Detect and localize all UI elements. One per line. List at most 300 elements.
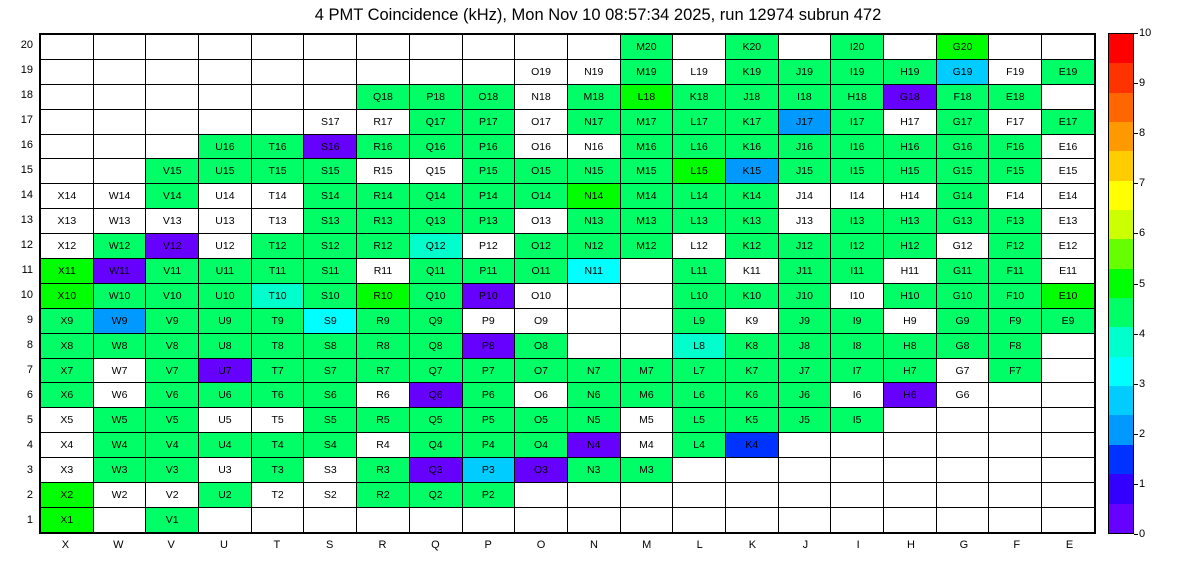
heatmap-cell: L12 — [673, 234, 726, 259]
heatmap-cell: O4 — [515, 433, 568, 458]
heatmap-cell: E19 — [1042, 59, 1095, 84]
y-axis-tick-label: 13 — [20, 213, 33, 226]
heatmap-cell — [989, 408, 1042, 433]
heatmap-cell — [673, 35, 726, 60]
heatmap-cell — [620, 333, 673, 358]
heatmap-cell — [989, 483, 1042, 508]
y-axis-tick-label: 6 — [26, 389, 33, 402]
heatmap-cell — [884, 458, 937, 483]
heatmap-cell: G16 — [936, 134, 989, 159]
colorbar — [1108, 33, 1134, 534]
heatmap-cell — [1042, 333, 1095, 358]
heatmap-cell — [989, 383, 1042, 408]
heatmap-cell: P11 — [462, 259, 515, 284]
heatmap-cell — [251, 84, 304, 109]
y-axis-tick-label: 8 — [26, 339, 33, 352]
heatmap-cell: R17 — [357, 109, 410, 134]
heatmap-cell: T15 — [251, 159, 304, 184]
heatmap-cell: F10 — [989, 283, 1042, 308]
heatmap-cell: S13 — [304, 209, 357, 234]
heatmap-cell: R12 — [357, 234, 410, 259]
heatmap-cell — [304, 84, 357, 109]
heatmap-cell: S3 — [304, 458, 357, 483]
colorbar-tick-mark — [1134, 133, 1138, 134]
heatmap-cell — [778, 35, 831, 60]
x-axis-tick-label: I — [856, 539, 860, 551]
colorbar-segment — [1109, 327, 1133, 356]
colorbar-segment — [1109, 386, 1133, 415]
heatmap-cell: K13 — [725, 209, 778, 234]
heatmap-row — [41, 308, 1095, 333]
heatmap-cell: E17 — [1042, 109, 1095, 134]
heatmap-cell — [146, 84, 199, 109]
heatmap-cell: O5 — [515, 408, 568, 433]
heatmap-cell: M12 — [620, 234, 673, 259]
heatmap-cell — [41, 84, 94, 109]
heatmap-cell: V1 — [146, 507, 199, 532]
heatmap-cell: Q12 — [409, 234, 462, 259]
heatmap-cell: I8 — [831, 333, 884, 358]
heatmap-cell — [567, 333, 620, 358]
heatmap-cell: U8 — [199, 333, 252, 358]
colorbar-tick-mark — [1134, 233, 1138, 234]
heatmap-cell: G8 — [936, 333, 989, 358]
heatmap-cell: V2 — [146, 483, 199, 508]
heatmap-cell: R14 — [357, 184, 410, 209]
colorbar-segment — [1109, 445, 1133, 474]
heatmap-cell: L7 — [673, 358, 726, 383]
heatmap-cell — [620, 483, 673, 508]
heatmap-cell: Q11 — [409, 259, 462, 284]
heatmap-row — [41, 259, 1095, 284]
heatmap-cell: W8 — [93, 333, 146, 358]
heatmap-row — [41, 184, 1095, 209]
heatmap-cell: P4 — [462, 433, 515, 458]
colorbar-segment — [1109, 239, 1133, 268]
y-axis-tick-label: 17 — [20, 113, 33, 126]
heatmap-cell: U10 — [199, 283, 252, 308]
heatmap-cell: E13 — [1042, 209, 1095, 234]
heatmap-cell: K8 — [725, 333, 778, 358]
heatmap-cell: N7 — [567, 358, 620, 383]
heatmap-cell — [1042, 458, 1095, 483]
heatmap-cell: W3 — [93, 458, 146, 483]
heatmap-cell: X9 — [41, 308, 94, 333]
heatmap-cell: N3 — [567, 458, 620, 483]
heatmap-cell: J12 — [778, 234, 831, 259]
heatmap-cell: V8 — [146, 333, 199, 358]
heatmap-cell: G6 — [936, 383, 989, 408]
colorbar-tick-label: 2 — [1139, 427, 1146, 440]
heatmap-cell — [93, 134, 146, 159]
heatmap-cell — [884, 483, 937, 508]
heatmap-cell: I20 — [831, 35, 884, 60]
heatmap-cell: L11 — [673, 259, 726, 284]
heatmap-cell: T5 — [251, 408, 304, 433]
heatmap-cell — [462, 59, 515, 84]
heatmap-row — [41, 134, 1095, 159]
heatmap-cell: H17 — [884, 109, 937, 134]
heatmap-cell — [41, 134, 94, 159]
heatmap-row — [41, 358, 1095, 383]
heatmap-row — [41, 59, 1095, 84]
heatmap-cell — [673, 507, 726, 532]
heatmap-cell — [725, 483, 778, 508]
heatmap-cell: V10 — [146, 283, 199, 308]
heatmap-cell: J7 — [778, 358, 831, 383]
x-axis-tick-label: X — [61, 539, 70, 551]
heatmap-cell: K18 — [673, 84, 726, 109]
colorbar-tick-mark — [1134, 33, 1138, 34]
heatmap-cell — [357, 507, 410, 532]
x-axis-tick-label: M — [642, 539, 652, 551]
heatmap-cell — [884, 507, 937, 532]
heatmap-cell: O15 — [515, 159, 568, 184]
colorbar-tick-mark — [1134, 83, 1138, 84]
heatmap-cell — [620, 283, 673, 308]
heatmap-cell: P5 — [462, 408, 515, 433]
heatmap-cell: E11 — [1042, 259, 1095, 284]
heatmap-cell: V14 — [146, 184, 199, 209]
heatmap-cell: W9 — [93, 308, 146, 333]
heatmap-cell: M13 — [620, 209, 673, 234]
colorbar-tick-label: 7 — [1139, 177, 1146, 190]
heatmap-cell: G14 — [936, 184, 989, 209]
x-axis-tick-label: V — [167, 539, 175, 551]
heatmap-cell: O18 — [462, 84, 515, 109]
heatmap-cell: R15 — [357, 159, 410, 184]
heatmap-cell: K12 — [725, 234, 778, 259]
x-axis-tick-label: L — [696, 539, 703, 551]
heatmap-cell: L19 — [673, 59, 726, 84]
heatmap-cell — [1042, 358, 1095, 383]
heatmap-cell — [93, 159, 146, 184]
heatmap-cell: X3 — [41, 458, 94, 483]
heatmap-cell: X7 — [41, 358, 94, 383]
heatmap-cell: P9 — [462, 308, 515, 333]
heatmap-cell: Q5 — [409, 408, 462, 433]
heatmap-cell — [936, 507, 989, 532]
heatmap-cell: Q3 — [409, 458, 462, 483]
heatmap-cell: M16 — [620, 134, 673, 159]
colorbar-segment — [1109, 474, 1133, 503]
heatmap-cell — [831, 433, 884, 458]
heatmap-cell: F18 — [936, 84, 989, 109]
heatmap-cell — [567, 507, 620, 532]
heatmap-cell: K15 — [725, 159, 778, 184]
heatmap-plot — [39, 33, 1096, 534]
heatmap-cell: S10 — [304, 283, 357, 308]
y-axis-tick-label: 5 — [26, 414, 33, 427]
heatmap-cell: E10 — [1042, 283, 1095, 308]
heatmap-cell: G13 — [936, 209, 989, 234]
heatmap-cell: P16 — [462, 134, 515, 159]
heatmap-cell: P14 — [462, 184, 515, 209]
heatmap-cell: I7 — [831, 358, 884, 383]
x-axis-tick-label: H — [907, 539, 915, 551]
colorbar-tick-label: 1 — [1139, 477, 1146, 490]
heatmap-cell: J6 — [778, 383, 831, 408]
heatmap-cell: L6 — [673, 383, 726, 408]
heatmap-cell: H7 — [884, 358, 937, 383]
heatmap-cell: M14 — [620, 184, 673, 209]
heatmap-cell: Q17 — [409, 109, 462, 134]
heatmap-cell: T16 — [251, 134, 304, 159]
heatmap-cell: T4 — [251, 433, 304, 458]
heatmap-cell — [41, 59, 94, 84]
heatmap-cell: E12 — [1042, 234, 1095, 259]
heatmap-cell — [462, 507, 515, 532]
y-axis-tick-label: 9 — [26, 314, 33, 327]
heatmap-cell: L10 — [673, 283, 726, 308]
heatmap-cell: F15 — [989, 159, 1042, 184]
heatmap-row — [41, 383, 1095, 408]
heatmap-cell: X10 — [41, 283, 94, 308]
heatmap-cell: I10 — [831, 283, 884, 308]
heatmap-cell: E14 — [1042, 184, 1095, 209]
y-axis-tick-label: 3 — [26, 464, 33, 477]
heatmap-cell: J8 — [778, 333, 831, 358]
heatmap-cell: W2 — [93, 483, 146, 508]
heatmap-cell: X1 — [41, 507, 94, 532]
heatmap-cell: T8 — [251, 333, 304, 358]
heatmap-cell — [199, 35, 252, 60]
heatmap-cell: X11 — [41, 259, 94, 284]
heatmap-cell: P2 — [462, 483, 515, 508]
heatmap-cell: I19 — [831, 59, 884, 84]
x-axis-tick-label: P — [484, 539, 492, 551]
heatmap-cell: O14 — [515, 184, 568, 209]
x-axis-tick-label: K — [748, 539, 757, 551]
heatmap-cell: W11 — [93, 259, 146, 284]
y-axis-tick-label: 1 — [26, 514, 33, 527]
heatmap-cell: F13 — [989, 209, 1042, 234]
heatmap-cell: T6 — [251, 383, 304, 408]
heatmap-cell: N11 — [567, 259, 620, 284]
heatmap-cell: P13 — [462, 209, 515, 234]
heatmap-cell — [462, 35, 515, 60]
heatmap-cell: X4 — [41, 433, 94, 458]
heatmap-cell: Q8 — [409, 333, 462, 358]
colorbar-segment — [1109, 151, 1133, 180]
heatmap-cell — [304, 507, 357, 532]
heatmap-cell: E16 — [1042, 134, 1095, 159]
heatmap-cell — [146, 59, 199, 84]
heatmap-cell — [936, 433, 989, 458]
heatmap-cell: U2 — [199, 483, 252, 508]
heatmap-cell: O9 — [515, 308, 568, 333]
x-axis-tick-label: U — [219, 539, 228, 551]
heatmap-cell: L14 — [673, 184, 726, 209]
heatmap-cell: S12 — [304, 234, 357, 259]
heatmap-cell: F9 — [989, 308, 1042, 333]
heatmap-cell: J16 — [778, 134, 831, 159]
heatmap-cell — [1042, 84, 1095, 109]
heatmap-cell: U11 — [199, 259, 252, 284]
heatmap-cell: S15 — [304, 159, 357, 184]
heatmap-cell: P8 — [462, 333, 515, 358]
heatmap-cell: H18 — [831, 84, 884, 109]
heatmap-cell: X14 — [41, 184, 94, 209]
y-axis-tick-label: 10 — [20, 289, 33, 302]
colorbar-segment — [1109, 122, 1133, 151]
heatmap-cell: K9 — [725, 308, 778, 333]
colorbar-segment — [1109, 269, 1133, 298]
heatmap-cell: K11 — [725, 259, 778, 284]
heatmap-cell: H9 — [884, 308, 937, 333]
heatmap-cell: V9 — [146, 308, 199, 333]
heatmap-cell: U6 — [199, 383, 252, 408]
x-axis-tick-label: F — [1013, 539, 1021, 551]
heatmap-cell: O6 — [515, 383, 568, 408]
heatmap-cell: H10 — [884, 283, 937, 308]
heatmap-cell — [304, 35, 357, 60]
heatmap-row — [41, 35, 1095, 60]
heatmap-cell: N19 — [567, 59, 620, 84]
heatmap-cell — [884, 433, 937, 458]
heatmap-cell — [620, 259, 673, 284]
colorbar-tick-label: 9 — [1139, 77, 1146, 90]
heatmap-cell — [989, 507, 1042, 532]
heatmap-cell: R8 — [357, 333, 410, 358]
heatmap-cell: L18 — [620, 84, 673, 109]
heatmap-cell — [989, 35, 1042, 60]
heatmap-cell: H15 — [884, 159, 937, 184]
heatmap-cell: P18 — [409, 84, 462, 109]
heatmap-cell: R5 — [357, 408, 410, 433]
heatmap-cell: F14 — [989, 184, 1042, 209]
heatmap-cell — [199, 59, 252, 84]
colorbar-segment — [1109, 357, 1133, 386]
colorbar-tick-mark — [1134, 384, 1138, 385]
heatmap-cell — [831, 483, 884, 508]
colorbar-tick-label: 4 — [1139, 327, 1146, 340]
heatmap-cell: I16 — [831, 134, 884, 159]
y-axis-tick-label: 7 — [26, 364, 33, 377]
heatmap-cell: U3 — [199, 458, 252, 483]
x-axis-tick-label: E — [1065, 539, 1074, 551]
heatmap-cell: I17 — [831, 109, 884, 134]
x-axis-tick-label: S — [326, 539, 334, 551]
heatmap-cell — [989, 458, 1042, 483]
heatmap-cell: M5 — [620, 408, 673, 433]
heatmap-cell: P10 — [462, 283, 515, 308]
heatmap-cell: Q18 — [357, 84, 410, 109]
heatmap-cell — [409, 507, 462, 532]
heatmap-cell: O19 — [515, 59, 568, 84]
heatmap-cell: T12 — [251, 234, 304, 259]
heatmap-cell: L16 — [673, 134, 726, 159]
colorbar-segment — [1109, 298, 1133, 327]
heatmap-cell: S9 — [304, 308, 357, 333]
heatmap-cell: Q16 — [409, 134, 462, 159]
heatmap-cell: E15 — [1042, 159, 1095, 184]
heatmap-cell — [1042, 433, 1095, 458]
y-axis-tick-label: 11 — [21, 263, 33, 276]
heatmap-cell — [936, 483, 989, 508]
heatmap-cell — [409, 35, 462, 60]
heatmap-cell: V3 — [146, 458, 199, 483]
heatmap-cell: U5 — [199, 408, 252, 433]
colorbar-segment — [1109, 504, 1133, 533]
heatmap-row — [41, 209, 1095, 234]
heatmap-cell — [989, 433, 1042, 458]
heatmap-cell: G15 — [936, 159, 989, 184]
heatmap-cell — [831, 507, 884, 532]
heatmap-cell: Q10 — [409, 283, 462, 308]
heatmap-cell: M3 — [620, 458, 673, 483]
heatmap-cell — [199, 507, 252, 532]
heatmap-cell: R4 — [357, 433, 410, 458]
heatmap-cell: Q6 — [409, 383, 462, 408]
y-axis-tick-label: 4 — [26, 439, 33, 452]
colorbar-tick-mark — [1134, 284, 1138, 285]
heatmap-cell: Q9 — [409, 308, 462, 333]
heatmap-cell: L9 — [673, 308, 726, 333]
heatmap-cell: W10 — [93, 283, 146, 308]
heatmap-cell: K20 — [725, 35, 778, 60]
heatmap-cell — [620, 308, 673, 333]
heatmap-cell: K6 — [725, 383, 778, 408]
heatmap-cell: Q14 — [409, 184, 462, 209]
heatmap-cell: T10 — [251, 283, 304, 308]
heatmap-cell — [93, 84, 146, 109]
heatmap-cell: J11 — [778, 259, 831, 284]
heatmap-cell: U9 — [199, 308, 252, 333]
heatmap-cell: Q13 — [409, 209, 462, 234]
heatmap-cell: O3 — [515, 458, 568, 483]
heatmap-cell: I6 — [831, 383, 884, 408]
heatmap-cell: M7 — [620, 358, 673, 383]
heatmap-cell: R6 — [357, 383, 410, 408]
heatmap-cell: H12 — [884, 234, 937, 259]
heatmap-cell — [93, 59, 146, 84]
colorbar-tick-label: 6 — [1139, 227, 1146, 240]
heatmap-cell — [93, 35, 146, 60]
heatmap-cell — [1042, 483, 1095, 508]
heatmap-cell: X5 — [41, 408, 94, 433]
colorbar-tick-label: 3 — [1139, 377, 1146, 390]
heatmap-cell: G12 — [936, 234, 989, 259]
heatmap-cell — [567, 283, 620, 308]
heatmap-cell — [41, 159, 94, 184]
heatmap-cell: E18 — [989, 84, 1042, 109]
heatmap-cell: G18 — [884, 84, 937, 109]
heatmap-cell: P17 — [462, 109, 515, 134]
heatmap-cell: P12 — [462, 234, 515, 259]
heatmap-cell — [831, 458, 884, 483]
heatmap-cell: T13 — [251, 209, 304, 234]
heatmap-cell: K4 — [725, 433, 778, 458]
heatmap-cell — [357, 59, 410, 84]
heatmap-cell: I5 — [831, 408, 884, 433]
heatmap-cell: N6 — [567, 383, 620, 408]
heatmap-cell — [567, 483, 620, 508]
colorbar-tick-mark — [1134, 484, 1138, 485]
heatmap-cell: L8 — [673, 333, 726, 358]
x-axis-tick-label: O — [536, 539, 546, 551]
heatmap-cell: F11 — [989, 259, 1042, 284]
heatmap-cell: I9 — [831, 308, 884, 333]
heatmap-cell: J5 — [778, 408, 831, 433]
heatmap-cell: W13 — [93, 209, 146, 234]
heatmap-cell — [251, 507, 304, 532]
heatmap-cell: R3 — [357, 458, 410, 483]
heatmap-cell: N15 — [567, 159, 620, 184]
heatmap-cell: I15 — [831, 159, 884, 184]
heatmap-cell: S16 — [304, 134, 357, 159]
heatmap-cell: J18 — [725, 84, 778, 109]
